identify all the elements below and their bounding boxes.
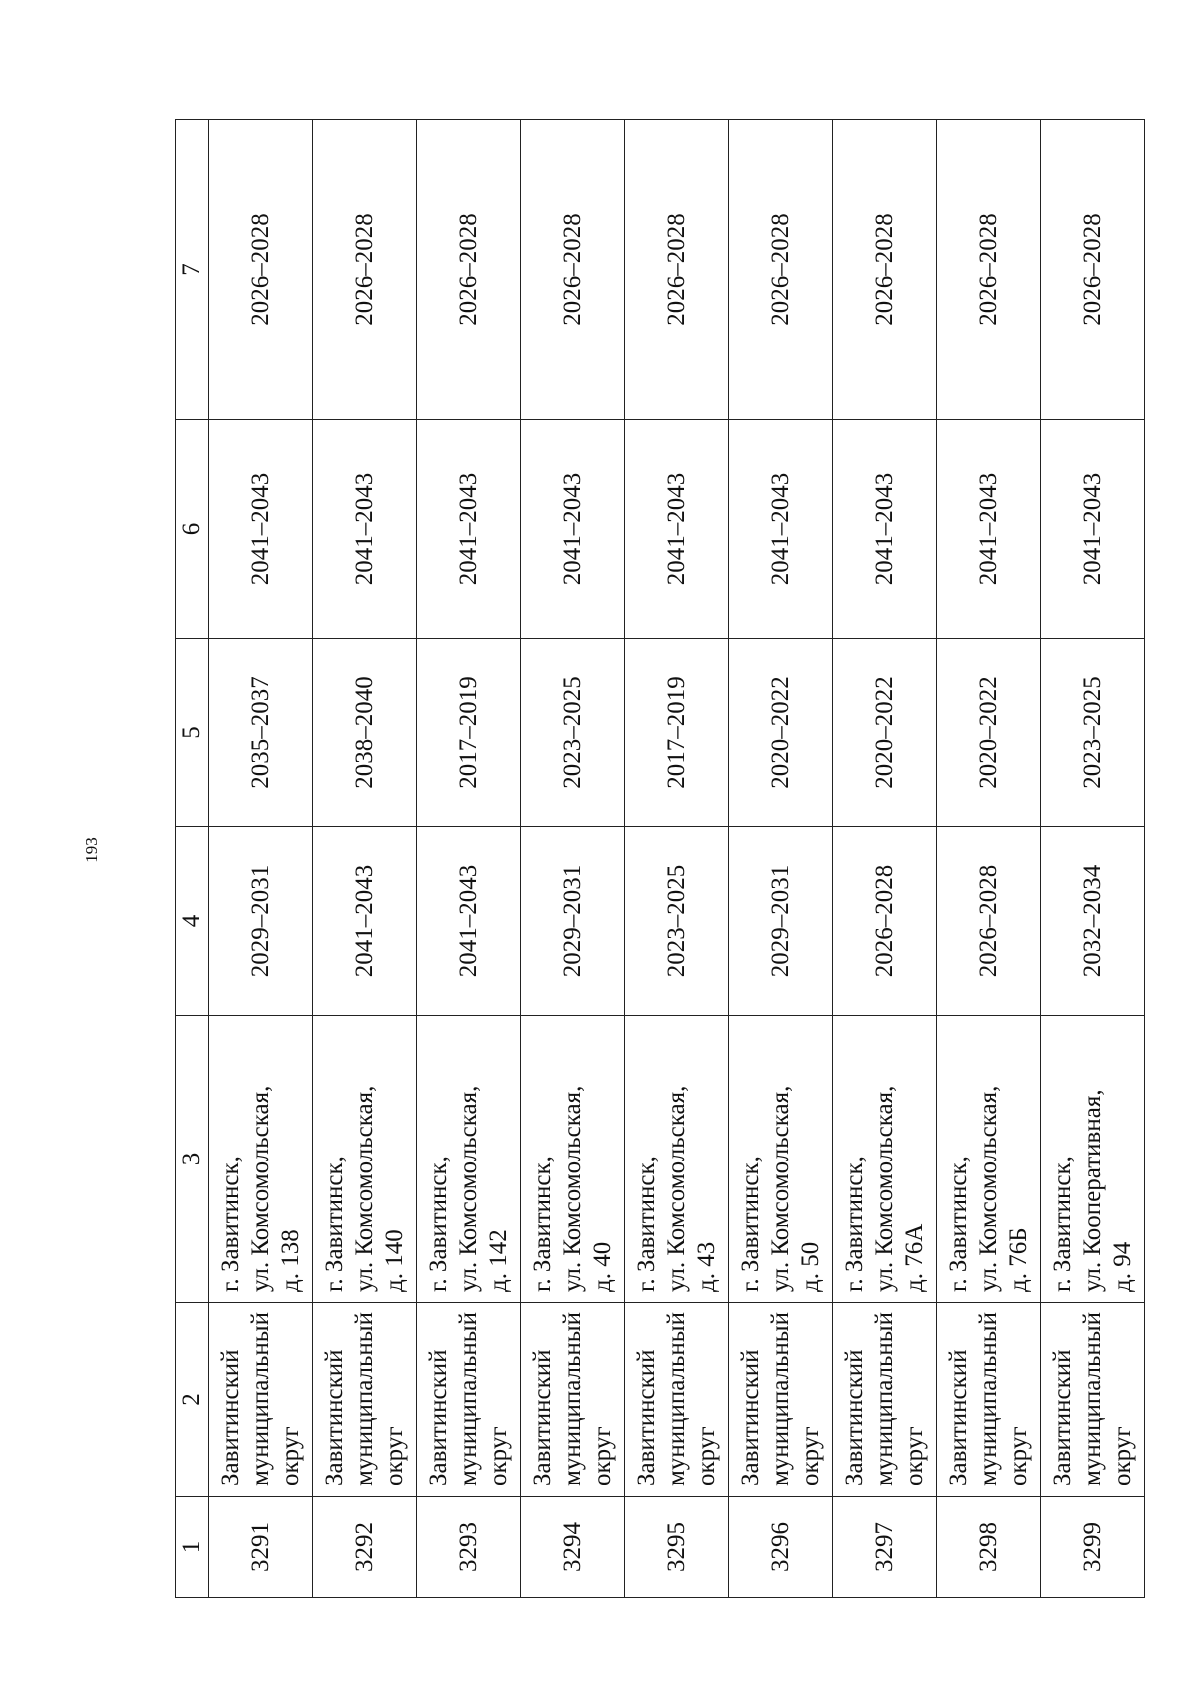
period-cell-c6: 2041–2043 xyxy=(521,420,625,639)
district-line: муниципальный xyxy=(766,1312,794,1486)
address-cell xyxy=(729,1016,833,1303)
period-cell-c4: 2026–2028 xyxy=(937,827,1041,1016)
row-number: 3296 xyxy=(729,1497,833,1598)
column-header-3: 3 xyxy=(176,1016,209,1303)
address-line: д. 50 xyxy=(796,1241,824,1292)
district-line: Завитинский xyxy=(736,1349,764,1486)
district-line: Завитинский xyxy=(840,1349,868,1486)
address-line: ул. Комсомольская, xyxy=(246,1085,274,1292)
table-row xyxy=(729,120,833,1598)
address-cell xyxy=(937,1016,1041,1303)
period-cell-c4: 2023–2025 xyxy=(625,827,729,1016)
column-header-1: 1 xyxy=(176,1497,209,1598)
district-cell xyxy=(1041,1303,1145,1497)
district-line: округ xyxy=(276,1426,304,1486)
district-cell xyxy=(625,1303,729,1497)
address-cell xyxy=(209,1016,313,1303)
table-row xyxy=(521,120,625,1598)
address-line: г. Завитинск, xyxy=(944,1156,972,1292)
district-line: Завитинский xyxy=(320,1349,348,1486)
table-row xyxy=(313,120,417,1598)
address-line: г. Завитинск, xyxy=(736,1156,764,1292)
district-cell xyxy=(937,1303,1041,1497)
district-line: муниципальный xyxy=(246,1312,274,1486)
district-line: округ xyxy=(1108,1426,1136,1486)
page-number: 193 xyxy=(82,837,101,863)
period-cell-c5: 2038–2040 xyxy=(313,639,417,827)
period-cell-c4: 2041–2043 xyxy=(313,827,417,1016)
table-row xyxy=(937,120,1041,1598)
period-cell-c7: 2026–2028 xyxy=(625,120,729,420)
address-line: г. Завитинск, xyxy=(840,1156,868,1292)
district-line: Завитинский xyxy=(1048,1349,1076,1486)
period-cell-c6: 2041–2043 xyxy=(313,420,417,639)
district-cell xyxy=(209,1303,313,1497)
table-row xyxy=(625,120,729,1598)
address-line: д. 94 xyxy=(1108,1241,1136,1292)
address-cell xyxy=(417,1016,521,1303)
district-cell xyxy=(521,1303,625,1497)
address-cell xyxy=(833,1016,937,1303)
column-header-5: 5 xyxy=(176,639,209,827)
district-line: округ xyxy=(900,1426,928,1486)
period-cell-c6: 2041–2043 xyxy=(417,420,521,639)
period-cell-c6: 2041–2043 xyxy=(729,420,833,639)
district-line: муниципальный xyxy=(1078,1312,1106,1486)
address-line: г. Завитинск, xyxy=(320,1156,348,1292)
period-cell-c7: 2026–2028 xyxy=(313,120,417,420)
period-cell-c7: 2026–2028 xyxy=(729,120,833,420)
address-line: д. 43 xyxy=(692,1241,720,1292)
address-line: ул. Комсомольская, xyxy=(870,1085,898,1292)
district-line: округ xyxy=(484,1426,512,1486)
address-cell xyxy=(313,1016,417,1303)
period-cell-c6: 2041–2043 xyxy=(937,420,1041,639)
period-cell-c4: 2032–2034 xyxy=(1041,827,1145,1016)
period-cell-c7: 2026–2028 xyxy=(521,120,625,420)
period-cell-c4: 2029–2031 xyxy=(209,827,313,1016)
district-cell xyxy=(417,1303,521,1497)
period-cell-c7: 2026–2028 xyxy=(417,120,521,420)
row-number: 3299 xyxy=(1041,1497,1145,1598)
district-line: муниципальный xyxy=(974,1312,1002,1486)
address-cell xyxy=(625,1016,729,1303)
period-cell-c7: 2026–2028 xyxy=(209,120,313,420)
period-cell-c5: 2017–2019 xyxy=(625,639,729,827)
district-cell xyxy=(729,1303,833,1497)
district-line: округ xyxy=(380,1426,408,1486)
table-row xyxy=(209,120,313,1598)
district-line: муниципальный xyxy=(558,1312,586,1486)
district-line: округ xyxy=(588,1426,616,1486)
column-header-4: 4 xyxy=(176,827,209,1016)
address-line: г. Завитинск, xyxy=(1048,1156,1076,1292)
row-number: 3292 xyxy=(313,1497,417,1598)
period-cell-c4: 2026–2028 xyxy=(833,827,937,1016)
period-cell-c5: 2020–2022 xyxy=(729,639,833,827)
district-line: муниципальный xyxy=(870,1312,898,1486)
address-line: г. Завитинск, xyxy=(528,1156,556,1292)
address-line: ул. Комсомольская, xyxy=(454,1085,482,1292)
address-line: ул. Кооперативная, xyxy=(1078,1089,1106,1292)
period-cell-c5: 2020–2022 xyxy=(937,639,1041,827)
period-cell-c6: 2041–2043 xyxy=(625,420,729,639)
address-line: ул. Комсомольская, xyxy=(662,1085,690,1292)
row-number: 3295 xyxy=(625,1497,729,1598)
period-cell-c5: 2017–2019 xyxy=(417,639,521,827)
address-line: д. 142 xyxy=(484,1229,512,1292)
period-cell-c5: 2023–2025 xyxy=(521,639,625,827)
table-row xyxy=(833,120,937,1598)
district-line: Завитинский xyxy=(424,1349,452,1486)
period-cell-c4: 2029–2031 xyxy=(729,827,833,1016)
row-number: 3294 xyxy=(521,1497,625,1598)
period-cell-c7: 2026–2028 xyxy=(833,120,937,420)
district-line: округ xyxy=(796,1426,824,1486)
column-header-7: 7 xyxy=(176,120,209,420)
column-header-6: 6 xyxy=(176,420,209,639)
district-line: Завитинский xyxy=(632,1349,660,1486)
address-line: д. 76Б xyxy=(1004,1227,1032,1292)
district-cell xyxy=(313,1303,417,1497)
row-number: 3291 xyxy=(209,1497,313,1598)
address-line: ул. Комсомольская, xyxy=(558,1085,586,1292)
district-line: округ xyxy=(1004,1426,1032,1486)
district-line: Завитинский xyxy=(528,1349,556,1486)
column-header-2: 2 xyxy=(176,1303,209,1497)
period-cell-c7: 2026–2028 xyxy=(937,120,1041,420)
address-line: г. Завитинск, xyxy=(424,1156,452,1292)
period-cell-c6: 2041–2043 xyxy=(209,420,313,639)
district-cell xyxy=(833,1303,937,1497)
period-cell-c6: 2041–2043 xyxy=(1041,420,1145,639)
row-number: 3293 xyxy=(417,1497,521,1598)
period-cell-c5: 2023–2025 xyxy=(1041,639,1145,827)
period-cell-c4: 2041–2043 xyxy=(417,827,521,1016)
header-row xyxy=(176,120,209,1598)
address-line: д. 138 xyxy=(276,1229,304,1292)
period-cell-c7: 2026–2028 xyxy=(1041,120,1145,420)
address-line: ул. Комсомольская, xyxy=(766,1085,794,1292)
period-cell-c6: 2041–2043 xyxy=(833,420,937,639)
address-line: д. 40 xyxy=(588,1241,616,1292)
table-row xyxy=(417,120,521,1598)
schedule-table xyxy=(175,119,1145,1598)
period-cell-c5: 2035–2037 xyxy=(209,639,313,827)
address-cell xyxy=(1041,1016,1145,1303)
district-line: Завитинский xyxy=(216,1349,244,1486)
district-line: муниципальный xyxy=(454,1312,482,1486)
table-rotation-wrapper xyxy=(175,120,1145,1598)
period-cell-c4: 2029–2031 xyxy=(521,827,625,1016)
row-number: 3297 xyxy=(833,1497,937,1598)
address-line: ул. Комсомольская, xyxy=(974,1085,1002,1292)
district-line: округ xyxy=(692,1426,720,1486)
address-line: г. Завитинск, xyxy=(216,1156,244,1292)
period-cell-c5: 2020–2022 xyxy=(833,639,937,827)
row-number: 3298 xyxy=(937,1497,1041,1598)
address-line: ул. Комсомольская, xyxy=(350,1085,378,1292)
address-line: г. Завитинск, xyxy=(632,1156,660,1292)
table-row xyxy=(1041,120,1145,1598)
district-line: муниципальный xyxy=(350,1312,378,1486)
address-line: д. 76А xyxy=(900,1223,928,1292)
district-line: муниципальный xyxy=(662,1312,690,1486)
address-cell xyxy=(521,1016,625,1303)
address-line: д. 140 xyxy=(380,1229,408,1292)
district-line: Завитинский xyxy=(944,1349,972,1486)
